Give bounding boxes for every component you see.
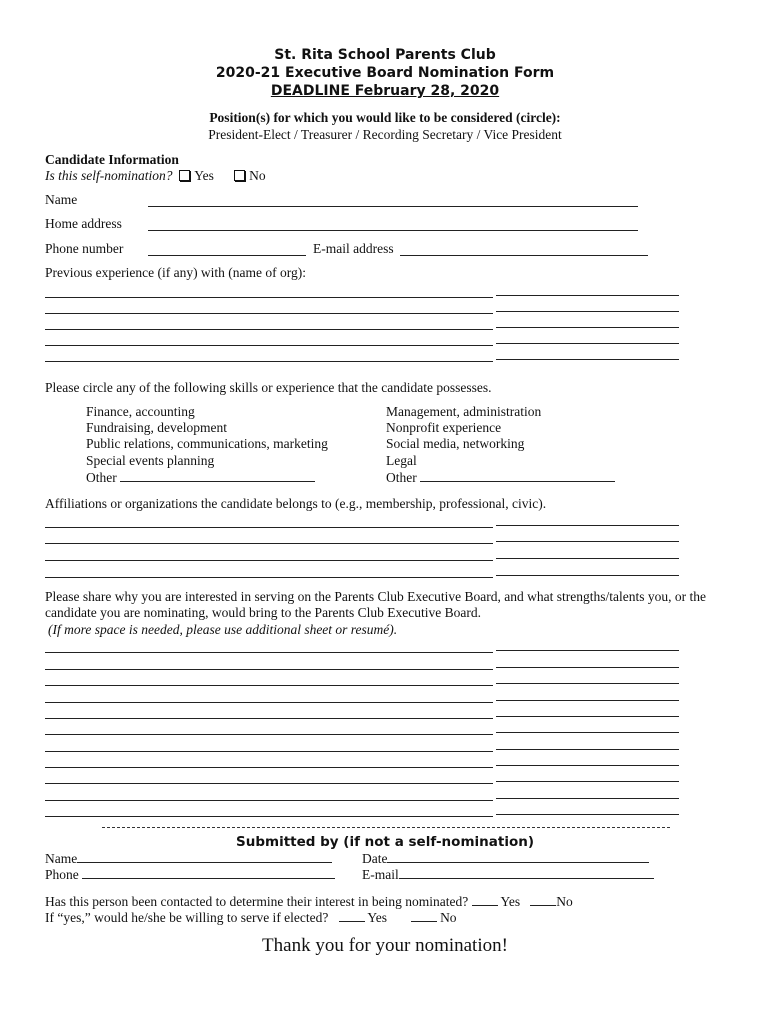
contacted-question: Has this person been contacted to determine their interest in being nominated? [45, 894, 469, 909]
skill-item[interactable]: Special events planning [86, 453, 215, 468]
experience-label: Previous experience (if any) with (name of org): [45, 265, 307, 280]
skill-item[interactable]: Finance, accounting [86, 404, 195, 419]
skill-item[interactable]: Public relations, communications, marketing [86, 436, 328, 451]
submitter-phone-row[interactable]: Phone [45, 866, 335, 883]
deadline: DEADLINE February 28, 2020 [270, 83, 500, 99]
yes-label: Yes [194, 168, 214, 183]
home-address-field[interactable] [148, 230, 638, 231]
skill-item[interactable]: Legal [386, 453, 417, 468]
phone-label: Phone number [45, 241, 124, 256]
thank-you: Thank you for your nomination! [262, 935, 508, 956]
contacted-row: Has this person been contacted to determine their interest in being nominated? Yes No [45, 894, 573, 909]
willing-question: If “yes,” would he/she be willing to serve if elected? [45, 910, 329, 925]
contacted-no-blank[interactable] [530, 893, 556, 906]
skill-item[interactable]: Social media, networking [386, 436, 525, 451]
self-nomination-question: Is this self-nomination? [45, 168, 173, 183]
cut-divider [102, 827, 670, 828]
name-label: Name [45, 192, 78, 207]
skill-item[interactable]: Fundraising, development [86, 420, 227, 435]
interest-prompt-line1: Please share why you are interested in serving on the Parents Club Executive Board, and what strengths/talents you, or the [45, 589, 706, 604]
submitter-email-row[interactable]: E-mail [362, 866, 654, 883]
affiliations-prompt: Affiliations or organizations the candidate belongs to (e.g., membership, professional, civic). [45, 496, 547, 511]
willing-row: If “yes,” would he/she be willing to serve if elected? Yes No [45, 910, 457, 925]
email-field[interactable] [400, 255, 648, 256]
no-checkbox[interactable] [234, 170, 245, 181]
email-label: E-mail address [313, 241, 394, 256]
contacted-yes-blank[interactable] [472, 893, 498, 906]
skills-prompt: Please circle any of the following skills or experience that the candidate possesses. [45, 380, 492, 395]
self-nomination-row [45, 168, 266, 184]
form-title: 2020-21 Executive Board Nomination Form [215, 65, 555, 81]
willing-yes-blank[interactable] [339, 909, 365, 922]
submitted-heading: Submitted by (if not a self-nomination) [236, 834, 534, 850]
willing-no-blank[interactable] [411, 909, 437, 922]
no-label: No [249, 168, 266, 183]
home-address-label: Home address [45, 216, 122, 231]
skill-item[interactable]: Nonprofit experience [386, 420, 502, 435]
skill-other-right[interactable]: Other [386, 469, 615, 486]
interest-prompt-line2: candidate you are nominating, would bring to the Parents Club Executive Board. [45, 605, 482, 620]
positions-prompt: Position(s) for which you would like to be considered (circle): [209, 110, 561, 125]
name-field[interactable] [148, 206, 638, 207]
submitter-date-row[interactable]: Date [362, 850, 649, 867]
candidate-heading: Candidate Information [45, 152, 179, 167]
yes-checkbox[interactable] [179, 170, 190, 181]
org-name: St. Rita School Parents Club [274, 47, 496, 63]
skill-other-left[interactable]: Other [86, 469, 315, 486]
phone-field[interactable] [148, 255, 306, 256]
skill-item[interactable]: Management, administration [386, 404, 542, 419]
positions-list[interactable]: President-Elect / Treasurer / Recording Secretary / Vice President [208, 127, 562, 142]
submitter-name-row[interactable]: Name [45, 850, 332, 867]
interest-note: (If more space is needed, please use additional sheet or resumé). [48, 622, 398, 637]
